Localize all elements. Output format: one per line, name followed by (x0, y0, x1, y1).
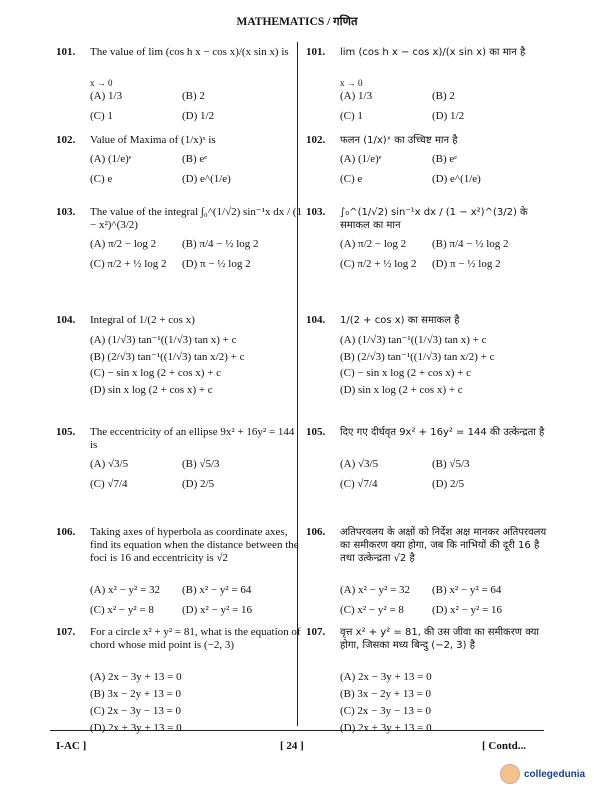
option-B: (B) √5/3 (432, 458, 470, 470)
option-A: (A) (1/e)ᵉ (340, 153, 382, 165)
question-number: 104. (56, 314, 76, 326)
option-C: (C) 1 (90, 110, 113, 122)
question-text: The value of lim (cos h x − cos x)/(x sin x) is (90, 46, 289, 58)
option-D: (D) e^(1/e) (432, 173, 481, 185)
option-D: (D) 2/5 (182, 478, 215, 490)
option-A: (A) 2x − 3y + 13 = 0 (90, 671, 182, 683)
question-number: 105. (56, 426, 76, 438)
option-D: (D) 2x + 3y + 13 = 0 (90, 722, 182, 734)
option-C: (C) 1 (340, 110, 363, 122)
question-number: 103. (56, 206, 76, 218)
option-D: (D) e^(1/e) (182, 173, 231, 185)
option-D: (D) 1/2 (432, 110, 465, 122)
limit-subscript: x → 0 (340, 78, 363, 88)
question-text: For a circle x² + y² = 81, what is the equation of chord whose mid point is (−2, 3) (90, 626, 301, 651)
option-C: (C) √7/4 (340, 478, 378, 490)
page-header: MATHEMATICS / गणित (236, 16, 358, 28)
option-B: (B) π/4 − ½ log 2 (182, 238, 259, 250)
question-text: lim (cos h x − cos x)/(x sin x) का मान है (340, 47, 526, 58)
option-D: (D) π − ½ log 2 (182, 258, 251, 270)
question-number: 103. (306, 206, 326, 218)
mascot-icon (500, 764, 520, 784)
question-number: 105. (306, 426, 326, 438)
option-D: (D) 2x + 3y + 13 = 0 (340, 722, 432, 734)
option-D: (D) 2/5 (432, 478, 465, 490)
option-B: (B) π/4 − ½ log 2 (432, 238, 509, 250)
option-C: (C) 2x − 3y − 13 = 0 (90, 705, 182, 717)
option-A: (A) (1/√3) tan⁻¹((1/√3) tan x) + c (90, 334, 237, 346)
option-D: (D) sin x log (2 + cos x) + c (90, 384, 213, 396)
question-number: 107. (306, 626, 326, 638)
option-C: (C) − sin x log (2 + cos x) + c (90, 367, 222, 379)
option-A: (A) 2x − 3y + 13 = 0 (340, 671, 432, 683)
footer (0, 740, 594, 756)
question-text: 1/(2 + cos x) का समाकल है (340, 315, 460, 326)
limit-subscript: x → 0 (90, 78, 113, 88)
question-text: Value of Maxima of (1/x)ˣ is (90, 134, 216, 146)
contd-label: [ Contd... (482, 740, 527, 752)
question-number: 104. (306, 314, 326, 326)
option-B: (B) x² − y² = 64 (432, 584, 502, 596)
footer-rule (50, 730, 544, 731)
option-D: (D) x² − y² = 16 (432, 604, 503, 616)
question-number: 102. (306, 134, 326, 146)
option-C: (C) 2x − 3y − 13 = 0 (340, 705, 432, 717)
option-A: (A) √3/5 (90, 458, 129, 470)
option-B: (B) (2/√3) tan⁻¹((1/√3) tan x/2) + c (90, 351, 245, 363)
option-B: (B) 3x − 2y + 13 = 0 (90, 688, 182, 700)
question-text: ∫₀^(1/√2) sin⁻¹x dx / (1 − x²)^(3/2) के समाकल का मान (340, 207, 528, 231)
question-number: 101. (306, 46, 326, 58)
option-D: (D) π − ½ log 2 (432, 258, 501, 270)
option-A: (A) 1/3 (340, 90, 373, 102)
page-number: [ 24 ] (280, 740, 304, 752)
option-A: (A) 1/3 (90, 90, 123, 102)
option-C: (C) π/2 + ½ log 2 (340, 258, 417, 270)
option-C: (C) √7/4 (90, 478, 128, 490)
option-D: (D) sin x log (2 + cos x) + c (340, 384, 463, 396)
option-A: (A) π/2 − log 2 (90, 238, 157, 250)
option-A: (A) x² − y² = 32 (90, 584, 161, 596)
option-A: (A) (1/e)ᵉ (90, 153, 132, 165)
question-text: दिए गए दीर्घवृत 9x² + 16y² = 144 की उत्केन्द्रता है (340, 427, 545, 438)
option-C: (C) x² − y² = 8 (340, 604, 404, 616)
option-B: (B) 2 (182, 90, 205, 102)
option-B: (B) √5/3 (182, 458, 220, 470)
option-B: (B) 3x − 2y + 13 = 0 (340, 688, 432, 700)
option-B: (B) x² − y² = 64 (182, 584, 252, 596)
option-A: (A) √3/5 (340, 458, 379, 470)
option-C: (C) π/2 + ½ log 2 (90, 258, 167, 270)
option-A: (A) (1/√3) tan⁻¹((1/√3) tan x) + c (340, 334, 487, 346)
question-number: 101. (56, 46, 76, 58)
option-B: (B) (2/√3) tan⁻¹((1/√3) tan x/2) + c (340, 351, 495, 363)
paper-code: I-AC ] (56, 740, 87, 752)
option-D: (D) 1/2 (182, 110, 215, 122)
question-text: वृत्त x² + y² = 81, की उस जीवा का समीकरण क्या होगा, जिसका मध्य बिन्दु (−2, 3) है (340, 627, 539, 651)
option-C: (C) e (90, 173, 113, 185)
option-C: (C) − sin x log (2 + cos x) + c (340, 367, 472, 379)
watermark-logo (500, 764, 585, 784)
question-text: The eccentricity of an ellipse 9x² + 16y² = 144 is (90, 426, 295, 451)
option-C: (C) e (340, 173, 363, 185)
option-D: (D) x² − y² = 16 (182, 604, 253, 616)
option-B: (B) eᵉ (432, 153, 458, 165)
option-A: (A) π/2 − log 2 (340, 238, 407, 250)
question-number: 107. (56, 626, 76, 638)
question-number: 102. (56, 134, 76, 146)
option-C: (C) x² − y² = 8 (90, 604, 154, 616)
question-number: 106. (56, 526, 76, 538)
option-B: (B) eᵉ (182, 153, 208, 165)
question-text: The value of the integral ∫₀^(1/√2) sin⁻¹x dx / (1 − x²)^(3/2) (90, 206, 302, 231)
question-text: फलन (1/x)ˣ का उच्चिष्ट मान है (340, 135, 458, 146)
question-text: Taking axes of hyperbola as coordinate axes, find its equation when the distance between the foci is 16 and eccentricity is √2 (90, 526, 299, 564)
logo-text: collegedunia (524, 768, 586, 780)
question-text: Integral of 1/(2 + cos x) (90, 314, 195, 326)
question-text: अतिपरवलय के अक्षों को निर्देश अक्ष मानकर अतिपरवलय का समीकरण क्या होगा, जब कि नाभियों की दूरी 16 है तथा उत्केन्द्रता √2 है (340, 527, 547, 564)
question-number: 106. (306, 526, 326, 538)
option-B: (B) 2 (432, 90, 455, 102)
option-A: (A) x² − y² = 32 (340, 584, 411, 596)
